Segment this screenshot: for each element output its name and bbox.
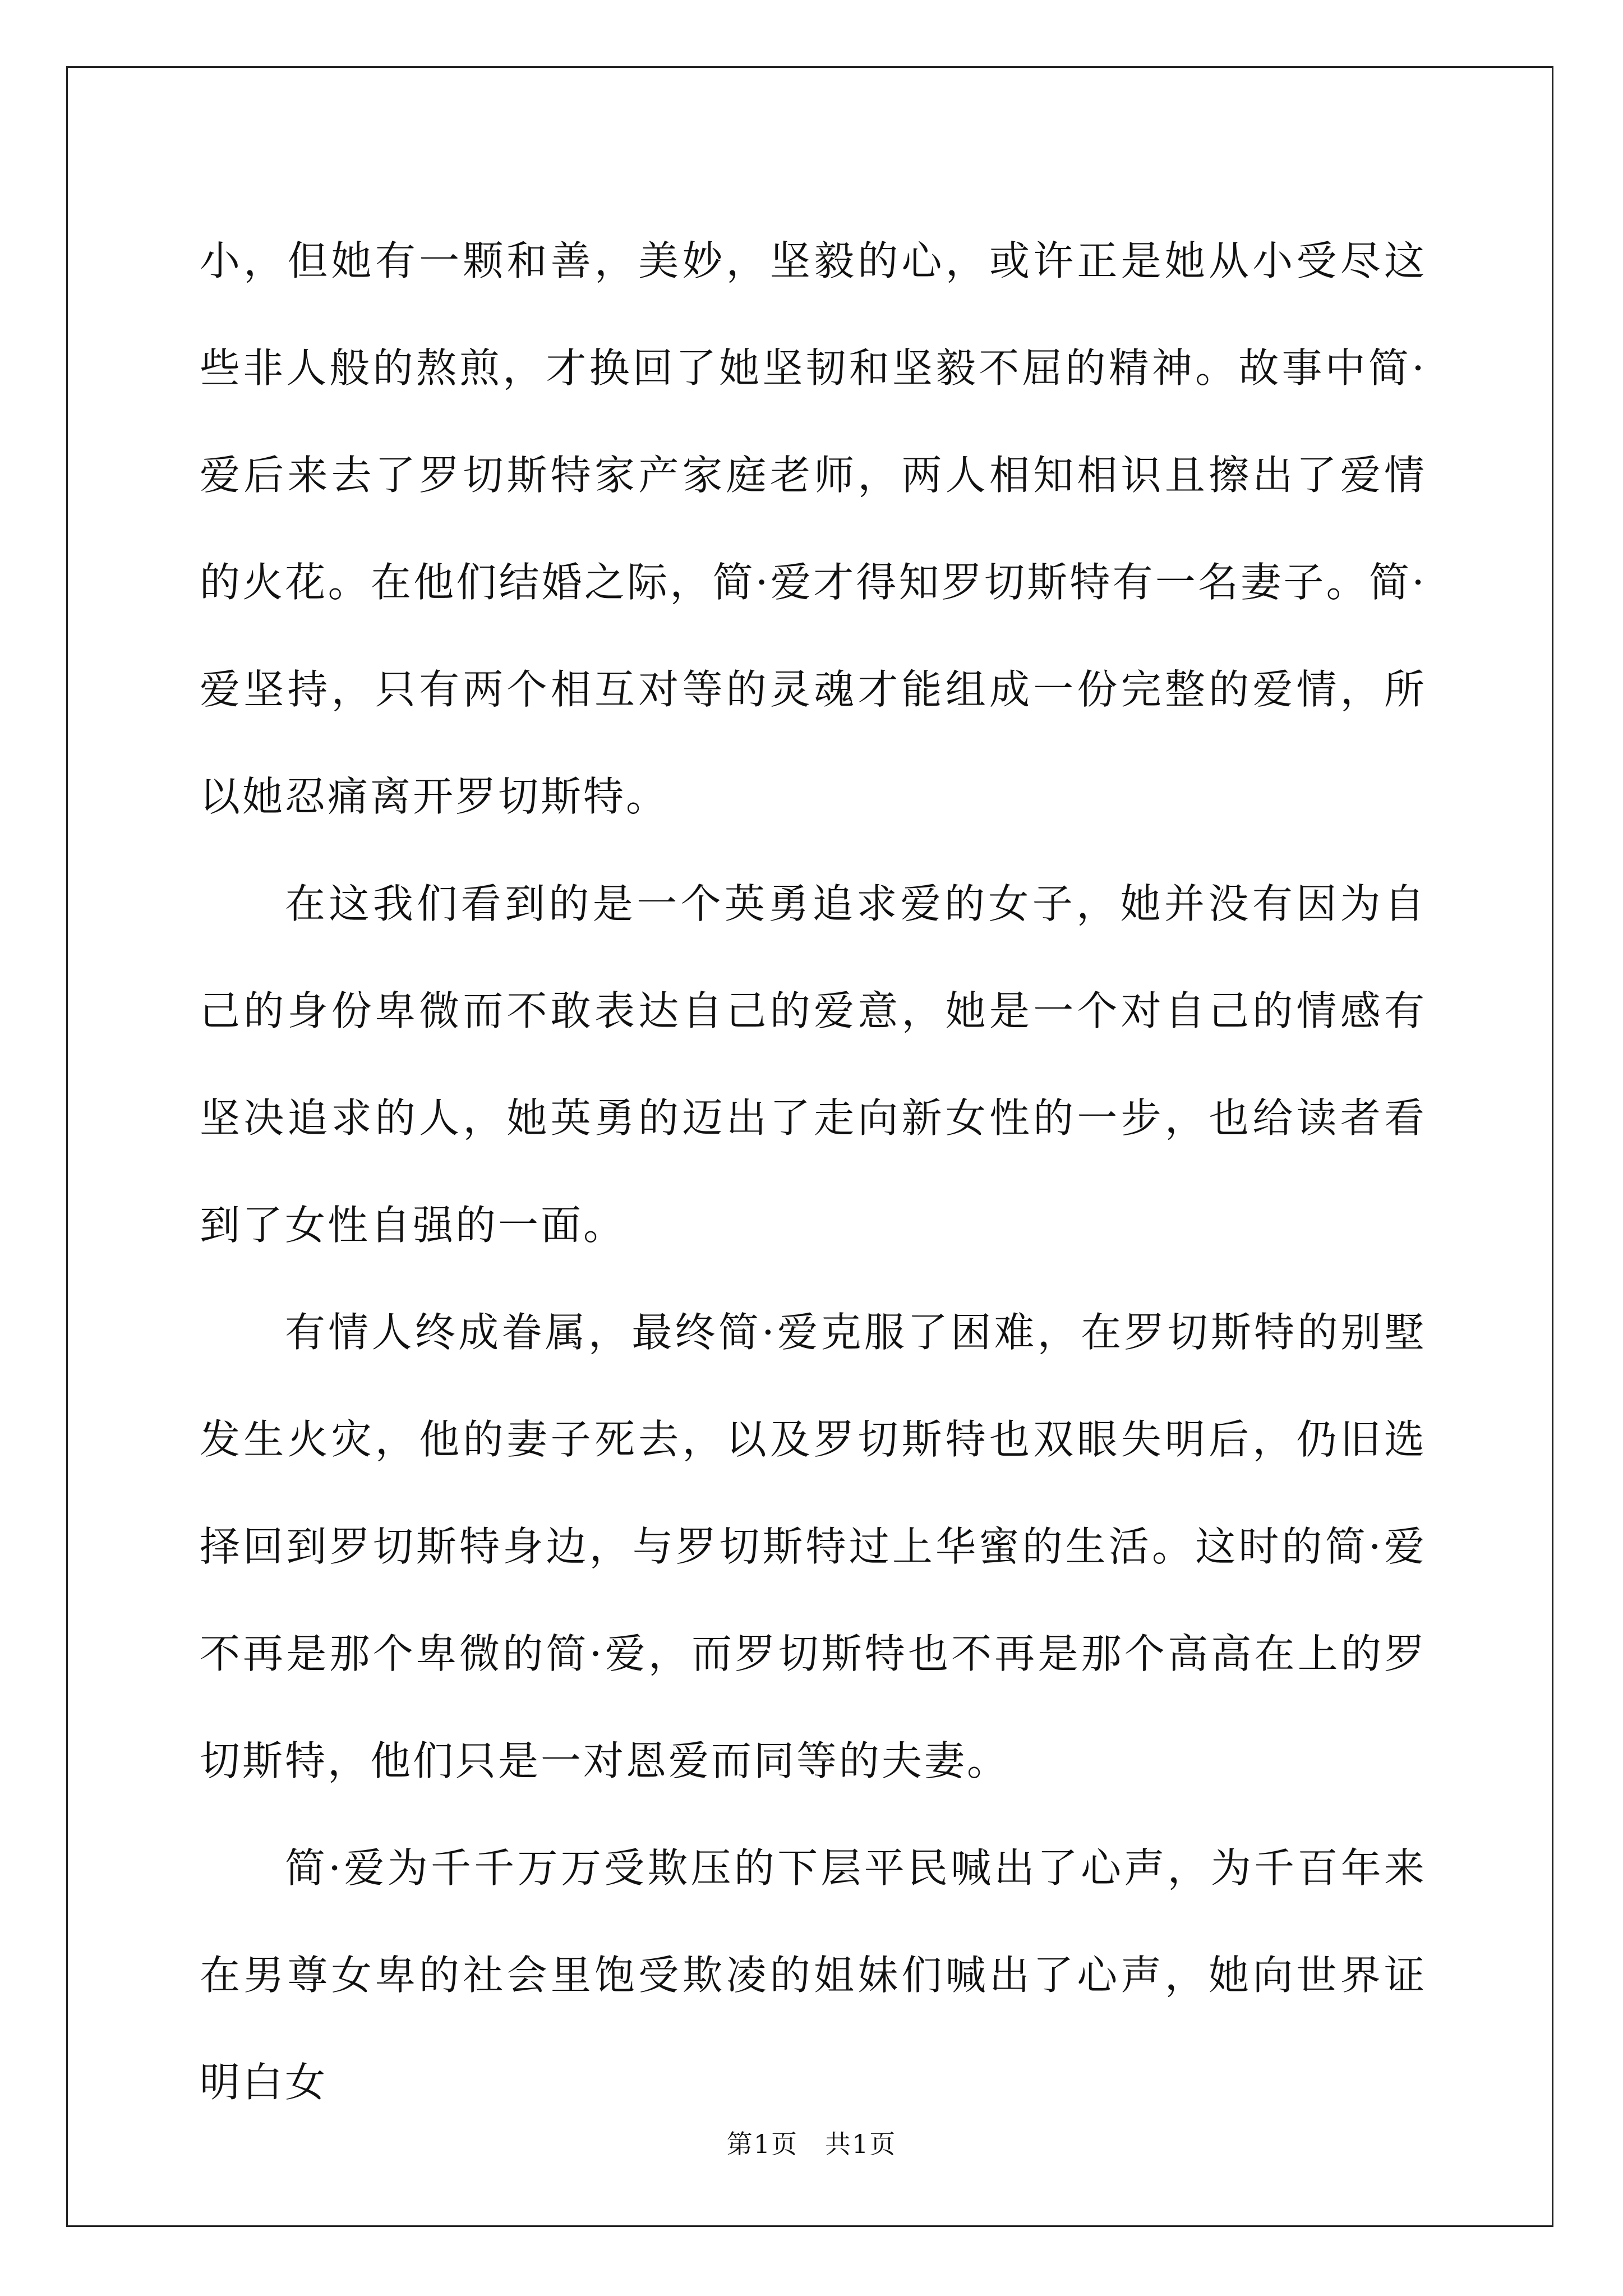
paragraph-continued: 小，但她有一颗和善，美妙，坚毅的心，或许正是她从小受尽这些非人般的熬煎，才换回了她坚韧和坚毅不屈的精神。故事中简·爱后来去了罗切斯特家产家庭老师，两人相知相识且擦出了爱情的火花。在他们结婚之际，简·爱才得知罗切斯特有一名妻子。简·爱坚持，只有两个相互对等的灵魂才能组成一份完整的爱情，所以她忍痛离开罗切斯特。	[200, 237, 1427, 820]
paragraph: 有情人终成眷属，最终简·爱克服了困难，在罗切斯特的别墅发生火灾，他的妻子死去，以及罗切斯特也双眼失明后，仍旧选择回到罗切斯特身边，与罗切斯特过上华蜜的生活。这时的简·爱不再是那个卑微的简·爱，而罗切斯特也不再是那个高高在上的罗切斯特，他们只是一对恩爱而同等的夫妻。	[200, 1309, 1427, 1784]
paragraph: 在这我们看到的是一个英勇追求爱的女子，她并没有因为自己的身份卑微而不敢表达自己的爱意，她是一个对自己的情感有坚决追求的人，她英勇的迈出了走向新女性的一步，也给读者看到了女性自强的一面。	[200, 880, 1427, 1249]
paragraph: 简·爱为千千万万受欺压的下层平民喊出了心声，为千百年来在男尊女卑的社会里饱受欺凌的姐妹们喊出了心声，她向世界证明白女	[200, 1844, 1427, 2106]
document-body	[200, 208, 1427, 2136]
page-number-footer: 第1页 共1页	[726, 2129, 897, 2159]
